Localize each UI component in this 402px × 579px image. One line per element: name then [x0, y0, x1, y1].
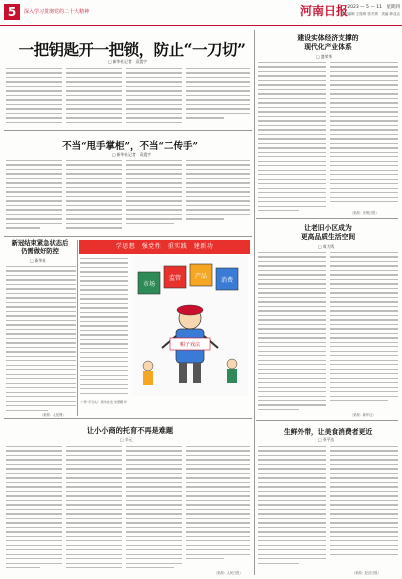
article-body: [6, 266, 76, 414]
main-headline: 一把钥匙开一把锁，防止“一刀切”: [18, 40, 246, 59]
third-byline: □ 新华社: [30, 258, 47, 263]
right-mid-headline-line2: 更高品质生活空间: [300, 233, 356, 241]
article-body: [6, 446, 62, 572]
article-body: [6, 68, 62, 126]
article-body: [66, 160, 122, 232]
paper-logo: 河南日报: [300, 4, 349, 18]
source-credit: （来源：经济日报）: [352, 571, 381, 575]
right-top-headline-line2: 现代化产业体系: [304, 43, 352, 51]
article-body: [66, 446, 122, 572]
cartoon-caption: 《“用”字当头》 新华社发 朱慧卿 作: [79, 400, 127, 404]
cartoon-banner-text: 帽子戏法: [179, 342, 201, 348]
article-body: [186, 160, 250, 232]
article-body: [186, 68, 250, 126]
masthead: [0, 0, 402, 26]
source-credit: （来源：人民网）: [40, 413, 66, 417]
article-body: [258, 62, 326, 214]
source-credit: （来源：新华社）: [350, 413, 376, 417]
article-body: [258, 252, 326, 414]
article-body: [258, 446, 326, 568]
main-byline: □ 新华社记者 袁震宇: [108, 59, 147, 64]
section-divider: [4, 418, 252, 419]
second-byline: □ 新华社记者 袁震宇: [112, 152, 151, 157]
article-body: [126, 68, 182, 126]
right-top-byline: □ 盛荣华: [316, 54, 333, 59]
column-divider: [254, 30, 255, 575]
article-body: [186, 446, 250, 564]
right-top-headline-line1: 建设实体经济支撑的: [297, 34, 359, 42]
cartoon-illustration: [132, 256, 248, 396]
article-body: [330, 62, 398, 208]
source-credit: （来源：光明日报）: [350, 211, 379, 215]
article-body: [66, 68, 122, 126]
page-number: 5: [4, 4, 20, 20]
cartoon-drawing: [132, 256, 248, 396]
right-bottom-headline: 生鲜外带，让美食消费者更近: [283, 428, 373, 436]
column-divider: [77, 240, 78, 416]
article-body: [80, 258, 128, 398]
right-mid-headline: [258, 224, 398, 242]
right-mid-headline-line1: 让老旧小区成为: [304, 224, 352, 232]
section-divider: [256, 218, 398, 219]
article-body: [126, 446, 182, 572]
second-headline: 不当“甩手掌柜”，不当“二传手”: [62, 141, 198, 152]
article-body: [330, 446, 398, 562]
issue-date: 2023 — 5 — 11 星期四: [347, 5, 400, 10]
sign-label: 消费: [220, 277, 234, 284]
third-headline-line1: 新冠结束紧急状态后: [11, 240, 69, 247]
issue-meta: 本版编辑 王瑞琪 张冬婧 美编 韩亚洁: [340, 12, 400, 16]
article-body: [126, 160, 182, 232]
section-label: 深入学习贯彻党的二十大精神: [24, 9, 90, 15]
source-credit: （来源：人民日报）: [214, 571, 243, 575]
section-divider: [256, 420, 398, 421]
fourth-byline: □ 辛元: [120, 437, 133, 442]
fourth-headline: 让小小商的托育不再是难题: [86, 426, 174, 435]
third-headline: [4, 240, 76, 256]
right-mid-byline: □ 周大鸣: [318, 244, 335, 249]
right-top-headline: [258, 34, 398, 52]
sign-label: 产品: [194, 273, 208, 280]
sign-label: 市场: [142, 281, 156, 288]
section-divider: [4, 130, 252, 131]
article-body: [6, 160, 62, 232]
right-bottom-byline: □ 亚平达: [318, 437, 335, 442]
slogan-banner: 学思想 强党性 重实践 建新功: [79, 240, 250, 254]
third-headline-line2: 仍需做好防控: [21, 248, 59, 255]
section-divider: [4, 236, 252, 237]
article-body: [330, 252, 398, 408]
sign-label: 监管: [168, 275, 182, 282]
